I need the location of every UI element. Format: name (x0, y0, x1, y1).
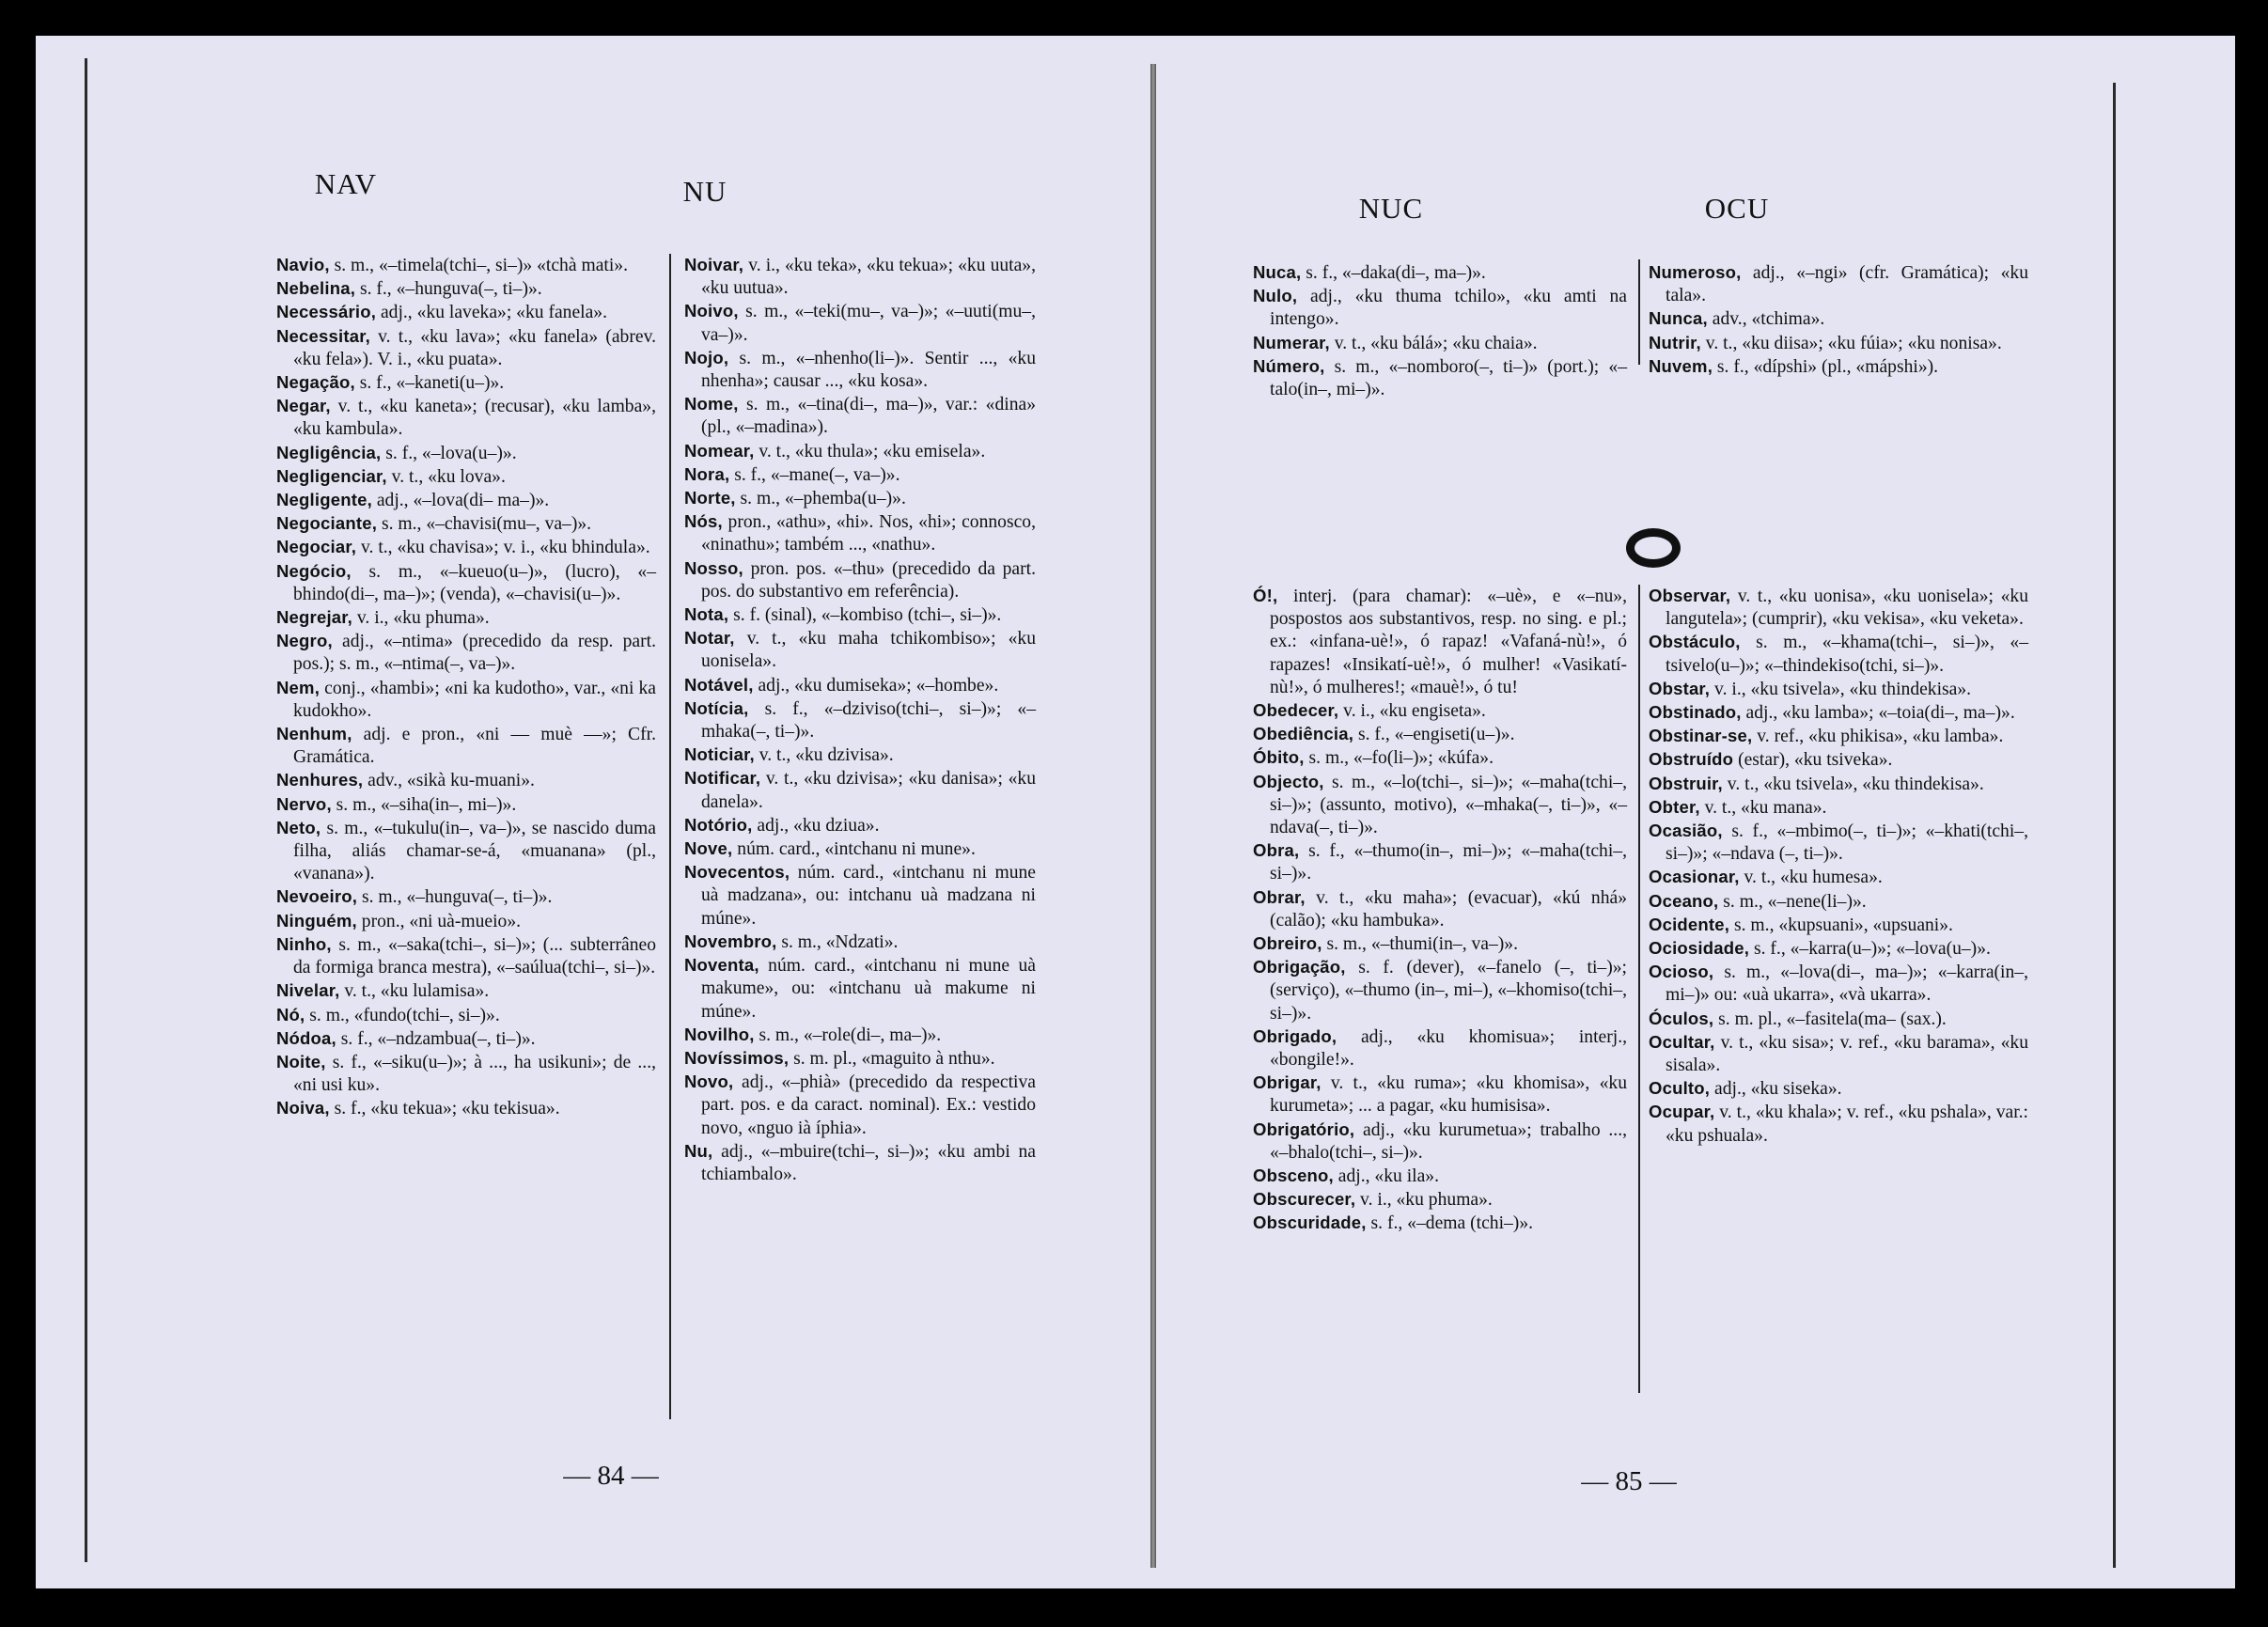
dictionary-entry (684, 931, 1036, 954)
entry-definition: s. m., «–hunguva(–, ti–)». (357, 887, 553, 908)
entry-headword: Necessitar, (276, 325, 370, 346)
entry-definition: s. m., «–nhenho(li–)». Sentir ..., «ku nhenha»; causar ..., «ku kosa». (701, 348, 1036, 392)
entry-definition: v. i., «ku phuma». (352, 608, 490, 629)
dictionary-entry (276, 1004, 656, 1027)
entry-headword: Nervo, (276, 793, 332, 814)
dictionary-entry (276, 677, 656, 723)
entry-definition: (estar), «ku tsiveka». (1733, 750, 1893, 771)
entry-definition: v. t., «ku dzivisa». (754, 745, 894, 766)
entry-headword: Oculto, (1649, 1078, 1711, 1099)
entry-headword: Obstinado, (1649, 702, 1742, 723)
entry-headword: Objecto, (1253, 771, 1324, 791)
entry-headword: Nojo, (684, 347, 729, 368)
entry-definition: s. f., «ku tekua»; «ku tekisua». (329, 1099, 560, 1119)
entry-headword: Nora, (684, 463, 730, 484)
column-right-2-top (1649, 261, 2028, 379)
entry-definition: v. t., «ku maha»; (evacuar), «kú nhá» (calão); «ku hambuka». (1270, 887, 1627, 931)
entry-headword: Obstáculo, (1649, 632, 1741, 652)
entry-headword: Novo, (684, 1072, 734, 1092)
entry-headword: Nivelar, (276, 980, 340, 1001)
dictionary-entry (1253, 261, 1627, 285)
dictionary-entry (1649, 307, 2028, 331)
entry-headword: Novecentos, (684, 862, 790, 883)
entry-headword: Obrigatório, (1253, 1119, 1355, 1139)
entry-definition: interj. (para chamar): «–uè», e «–nu», pospostos aos substantivos, resp. no sing. e pl.; ex.: «infana-uè!», ó rapaz! «Vafaná-nù!», ó rapazes! «Insikatí-uè!», ó mulher! «Vasikatí-nù!», ó mulheres!; «mauè!», ó tu! (1270, 587, 1627, 697)
entry-definition: adj., «–mbuire(tchi–, si–)»; «ku ambi na tchiambalo». (701, 1141, 1036, 1184)
entry-headword: Norte, (684, 488, 736, 508)
dictionary-entry (1649, 914, 2028, 937)
dictionary-entry (684, 1071, 1036, 1140)
dictionary-entry (276, 910, 656, 933)
dictionary-entry (684, 510, 1036, 556)
entry-headword: Nota, (684, 604, 729, 625)
entry-headword: Nuca, (1253, 262, 1302, 282)
dictionary-entry (276, 325, 656, 371)
entry-headword: Nódoa, (276, 1027, 336, 1048)
entry-definition: s. m., «–kueuo(u–)», (lucro), «–bhindo(di–, ma–)»; (venda), «–chavisi(u–)». (293, 561, 656, 604)
running-head-left-2: NU (682, 175, 727, 208)
dictionary-entry (1253, 956, 1627, 1025)
entry-definition: s. m., «kupsuani», «upsuani». (1729, 915, 1953, 935)
dictionary-entry (276, 442, 656, 465)
dictionary-entry (1253, 1212, 1627, 1235)
entry-definition: s. m., «–chavisi(mu–, va–)». (377, 514, 592, 535)
dictionary-entry (684, 697, 1036, 743)
entry-definition: núm. card., «intchanu ni mune uà madzana», ou: intchanu uà madzana ni múne». (701, 863, 1036, 929)
dictionary-entry (1649, 1101, 2028, 1147)
entry-headword: Observar, (1649, 586, 1731, 605)
dictionary-entry (684, 954, 1036, 1024)
dictionary-entry (684, 557, 1036, 603)
dictionary-entry (684, 440, 1036, 463)
dictionary-entry (1253, 932, 1627, 956)
entry-definition: adj., «ku thuma tchilo», «ku amti na intengo». (1270, 287, 1627, 330)
entry-definition: v. i., «ku tsivela», «ku thindekisa». (1710, 679, 1972, 699)
entry-definition: adj., «ku dziua». (752, 815, 880, 836)
entry-headword: Nem, (276, 677, 321, 697)
entry-headword: Obrigar, (1253, 1072, 1322, 1093)
entry-definition: v. t., «ku sisa»; v. ref., «ku barama», «ku sisala». (1666, 1032, 2028, 1076)
dictionary-entry (276, 630, 656, 676)
dictionary-entry (1649, 890, 2028, 914)
entry-definition: pron., «athu», «hi». Nos, «hi»; connosco, «ninathu»; também ..., «nathu». (701, 512, 1036, 555)
entry-headword: Óculos, (1649, 1008, 1714, 1028)
entry-definition: v. t., «ku mana». (1699, 797, 1827, 818)
dictionary-entry (276, 465, 656, 489)
entry-headword: Obstar, (1649, 678, 1711, 698)
entry-headword: Noivo, (684, 301, 739, 321)
dictionary-entry (684, 837, 1036, 861)
entry-headword: Obter, (1649, 796, 1700, 817)
entry-definition: s. m. pl., «–fasitela(ma– (sax.). (1713, 1009, 1947, 1029)
entry-definition: v. t., «ku maha tchikombiso»; «ku uonisela». (701, 629, 1036, 672)
dictionary-entry (276, 769, 656, 792)
entry-headword: Nulo, (1253, 286, 1298, 306)
entry-definition: s. m., «–siha(in–, mi–)». (331, 794, 517, 815)
entry-headword: Numeroso, (1649, 262, 1742, 282)
column-rule-right-top (1638, 259, 1640, 365)
dictionary-entry (1649, 866, 2028, 889)
dictionary-entry (684, 463, 1036, 487)
entry-definition: v. t., «ku uonisa», «ku uonisela»; «ku langutela»; (cumprir), «ku vekisa», «ku veketa». (1666, 587, 2028, 630)
running-head-left: NAV (314, 167, 378, 200)
entry-definition: v. t., «ku lulamisa». (339, 981, 490, 1002)
book-gutter (1150, 64, 1156, 1568)
entry-headword: Ocupar, (1649, 1102, 1715, 1122)
dictionary-entry (1649, 1008, 2028, 1031)
entry-headword: Nó, (276, 1004, 305, 1025)
dictionary-entry (276, 560, 656, 606)
entry-headword: Ocasião, (1649, 821, 1723, 841)
dictionary-entry (276, 817, 656, 886)
entry-definition: s. f., «–karra(u–)»; «–lova(u–)». (1749, 939, 1991, 960)
entry-headword: Ocultar, (1649, 1031, 1715, 1052)
entry-headword: Negação, (276, 372, 355, 393)
dictionary-entry (276, 277, 656, 301)
running-head-right-2: OCU (1704, 192, 1770, 225)
entry-headword: Negrejar, (276, 607, 352, 628)
entry-definition: s. f., «–kaneti(u–)». (354, 373, 505, 394)
dictionary-entry (1649, 961, 2028, 1007)
entry-headword: Notar, (684, 628, 735, 649)
entry-definition: adj., «ku siseka». (1710, 1079, 1842, 1100)
entry-definition: v. i., «ku teka», «ku tekua»; «ku uuta», «ku uutua». (701, 256, 1036, 299)
dictionary-entry (276, 254, 656, 277)
entry-headword: Negligência, (276, 442, 382, 462)
entry-definition: v. t., «ku thula»; «ku emisela». (754, 441, 986, 462)
entry-definition: s. m. pl., «maguito à nthu». (789, 1048, 995, 1069)
entry-headword: Novilho, (684, 1024, 755, 1044)
entry-headword: Nenhures, (276, 770, 364, 790)
entry-headword: Notório, (684, 814, 753, 835)
dictionary-entry (684, 347, 1036, 393)
dictionary-entry (1253, 285, 1627, 331)
dictionary-entry (1253, 839, 1627, 885)
dictionary-entry (1253, 723, 1627, 746)
entry-definition: núm. card., «intchanu ni mune». (732, 839, 976, 860)
entry-headword: Negligenciar, (276, 465, 387, 486)
dictionary-entry (276, 885, 656, 909)
entry-headword: Obreiro, (1253, 933, 1322, 954)
entry-definition: s. f., «–daka(di–, ma–)». (1301, 263, 1486, 283)
entry-headword: Noventa, (684, 955, 759, 976)
entry-definition: v. t., «ku bálá»; «ku chaia». (1329, 333, 1538, 353)
dictionary-entry (1649, 773, 2028, 796)
dictionary-entry (1649, 355, 2028, 379)
entry-headword: Obrigado, (1253, 1025, 1337, 1046)
dictionary-entry (684, 1047, 1036, 1071)
entry-definition: adj., «ku dumiseka»; «–hombe». (753, 675, 999, 696)
dictionary-entry (1253, 1072, 1627, 1118)
dictionary-entry (1253, 699, 1627, 723)
dictionary-entry (1253, 1188, 1627, 1212)
entry-headword: Obra, (1253, 840, 1300, 861)
entry-definition: adj., «–ngi» (cfr. Gramática); «ku tala». (1666, 263, 2028, 306)
entry-definition: adj., «ku kurumetua»; trabalho ..., «–bhalo(tchi–, si–)». (1270, 1119, 1627, 1163)
entry-definition: v. t., «ku lova». (386, 466, 506, 487)
dictionary-entry (1253, 355, 1627, 401)
entry-headword: Obscuridade, (1253, 1212, 1367, 1233)
entry-definition: s. f., «–engiseti(u–)». (1353, 725, 1515, 745)
page-edge-right (2113, 83, 2116, 1568)
entry-headword: Negligente, (276, 490, 372, 510)
entry-headword: Nome, (684, 394, 739, 415)
entry-headword: Noivar, (684, 255, 744, 274)
dictionary-entry (684, 743, 1036, 767)
dictionary-entry (276, 933, 656, 979)
dictionary-entry (1253, 746, 1627, 770)
entry-headword: Neto, (276, 817, 321, 837)
dictionary-entry (1649, 701, 2028, 725)
entry-definition: s. m., «–teki(mu–, va–)»; «–uuti(mu–, va–)». (701, 302, 1036, 345)
entry-definition: s. f., «dípshi» (pl., «mápshi»). (1713, 356, 1939, 377)
entry-headword: Obsceno, (1253, 1165, 1334, 1186)
entry-definition: s. f., «–mbimo(–, ti–)»; «–khati(tchi–, si–)»; «–ndava (–, ti–)». (1666, 821, 2028, 865)
column-right-1-top (1253, 261, 1627, 401)
entry-headword: Negar, (276, 396, 331, 416)
entry-headword: Obedecer, (1253, 700, 1339, 721)
dictionary-entry (1649, 631, 2028, 677)
entry-headword: Obrar, (1253, 886, 1306, 907)
entry-definition: s. m., «fundo(tchi–, si–)». (305, 1005, 500, 1025)
dictionary-entry (684, 674, 1036, 697)
dictionary-entry (684, 1024, 1036, 1047)
entry-definition: s. f., «–siku(u–)»; à ..., ha usikuni»; de ..., «ni usi ku». (293, 1052, 656, 1096)
entry-definition: adj. e pron., «ni — muè —»; Cfr. Gramática. (293, 725, 656, 768)
entry-definition: s. m., «–lova(di–, ma–)»; «–karra(in–, mi–)» ou: «uà ukarra», «và ukarra». (1666, 962, 2028, 1006)
entry-definition: s. m., «Ndzati». (776, 931, 899, 952)
entry-definition: s. m., «–phemba(u–)». (735, 489, 906, 509)
entry-headword: Obediência, (1253, 724, 1354, 744)
entry-headword: Necessário, (276, 302, 377, 322)
entry-headword: Nosso, (684, 557, 743, 578)
entry-headword: Nebelina, (276, 278, 356, 299)
entry-headword: Óbito, (1253, 747, 1305, 768)
dictionary-entry (276, 371, 656, 395)
entry-headword: Noite, (276, 1051, 326, 1072)
dictionary-entry (684, 1140, 1036, 1186)
dictionary-entry (276, 723, 656, 769)
entry-definition: s. f., «–dziviso(tchi–, si–)»; «–mhaka(–, ti–)». (701, 698, 1036, 743)
entry-definition: s. f., «–hunguva(–, ti–)». (355, 279, 542, 300)
entry-headword: Negro, (276, 631, 333, 651)
entry-definition: s. f. (sinal), «–kombiso (tchi–, si–)». (728, 605, 1002, 626)
entry-headword: Nu, (684, 1140, 713, 1161)
dictionary-entry (276, 979, 656, 1003)
entry-definition: s. m., «–timela(tchi–, si–)» «tchà mati». (329, 256, 628, 275)
entry-definition: v. i., «ku engiseta». (1338, 701, 1486, 722)
entry-headword: Nevoeiro, (276, 886, 358, 907)
dictionary-entry (276, 1027, 656, 1051)
dictionary-entry (684, 254, 1036, 300)
entry-definition: v. t., «ku dzivisa»; «ku danisa»; «ku danela». (701, 769, 1036, 812)
dictionary-entry (1649, 1031, 2028, 1077)
dictionary-entry (1649, 261, 2028, 307)
entry-definition: pron. pos. «–thu» (precedido da part. pos. do substantivo em referência). (701, 558, 1036, 602)
entry-definition: v. t., «ku tsivela», «ku thindekisa». (1722, 774, 1984, 794)
entry-headword: Nós, (684, 511, 723, 532)
entry-headword: Navio, (276, 255, 330, 274)
column-left-2 (684, 254, 1036, 1186)
dictionary-entry (684, 393, 1036, 439)
dictionary-entry (684, 814, 1036, 837)
entry-definition: s. m., «–saka(tchi–, si–)»; (... subterrâneo da formiga branca mestra), «–saúlua(tchi–, si–)». (293, 934, 656, 978)
entry-headword: Notável, (684, 674, 754, 695)
entry-headword: Negócio, (276, 560, 352, 581)
page-edge-left (85, 58, 87, 1562)
entry-headword: Nuvem, (1649, 355, 1713, 376)
entry-definition: adj., «–ntima» (precedido da resp. part. pos.); s. m., «–ntima(–, va–)». (293, 632, 656, 675)
entry-headword: Ninguém, (276, 910, 357, 931)
column-right-1 (1253, 585, 1627, 1236)
entry-definition: s. f., «–lova(u–)». (381, 443, 517, 463)
dictionary-entry (684, 603, 1036, 627)
entry-headword: Negociar, (276, 537, 357, 557)
dictionary-entry (1649, 796, 2028, 820)
entry-definition: s. m., «–role(di–, ma–)». (754, 1025, 942, 1045)
entry-headword: Obscurecer, (1253, 1189, 1356, 1210)
page-number-85: — 85 — (1581, 1466, 1677, 1496)
entry-definition: v. t., «ku kaneta»; (recusar), «ku lamba», «ku kambula». (293, 397, 656, 440)
page-number-84: — 84 — (563, 1461, 659, 1491)
dictionary-entry (1253, 332, 1627, 355)
entry-headword: Ocasionar, (1649, 867, 1740, 887)
entry-definition: s. m., «–nomboro(–, ti–)» (port.); «–talo(in–, mi–)». (1270, 356, 1627, 400)
dictionary-entry (684, 300, 1036, 346)
entry-headword: Ocidente, (1649, 914, 1730, 934)
entry-headword: Obstruir, (1649, 773, 1723, 793)
entry-headword: Nunca, (1649, 308, 1708, 329)
entry-definition: adj., «ku lamba»; «–toia(di–, ma–)». (1741, 703, 2015, 724)
dictionary-entry (1253, 771, 1627, 840)
dictionary-entry (1649, 937, 2028, 961)
entry-headword: Novíssimos, (684, 1047, 790, 1068)
entry-definition: s. m., «–fo(li–)»; «kúfa». (1304, 748, 1494, 769)
dictionary-entry (1649, 725, 2028, 748)
dictionary-entry (276, 1097, 656, 1120)
dictionary-entry (276, 395, 656, 441)
entry-definition: s. f., «–dema (tchi–)». (1366, 1213, 1534, 1234)
entry-headword: Oceano, (1649, 890, 1719, 911)
entry-headword: Notificar, (684, 768, 761, 789)
dictionary-entry (276, 512, 656, 536)
section-letter-o (1624, 527, 1682, 569)
entry-headword: Obstinar-se, (1649, 726, 1753, 746)
entry-headword: Ociosidade, (1649, 938, 1750, 959)
dictionary-entry (1253, 1165, 1627, 1188)
entry-definition: v. t., «ku chavisa»; v. i., «ku bhindula». (356, 538, 650, 558)
entry-headword: Ocioso, (1649, 962, 1714, 982)
entry-headword: Ó!, (1253, 586, 1278, 605)
dictionary-entry (276, 489, 656, 512)
entry-headword: Numerar, (1253, 332, 1330, 352)
entry-definition: adj., «ku laveka»; «ku fanela». (376, 303, 608, 323)
dictionary-entry (276, 793, 656, 817)
entry-definition: pron., «ni uà-mueio». (356, 911, 522, 931)
dictionary-entry (684, 861, 1036, 931)
entry-definition: v. t., «ku ruma»; «ku khomisa», «ku kurumeta»; ... a pagar, «ku humisisa». (1270, 1073, 1627, 1117)
entry-headword: Nove, (684, 838, 733, 859)
entry-definition: s. m., «–thumi(in–, va–)». (1322, 934, 1519, 955)
dictionary-entry (1649, 820, 2028, 866)
dictionary-entry (276, 301, 656, 324)
entry-definition: núm. card., «intchanu ni mune uà makume», ou: «intchanu uà makume ni múne». (701, 956, 1036, 1022)
entry-definition: v. t., «ku khala»; v. ref., «ku pshala», var.: «ku pshuala». (1666, 1103, 2028, 1146)
entry-definition: s. m., «–khama(tchi–, si–)», «–tsivelo(u–)»; «–thindekiso(tchi, si–)». (1666, 633, 2028, 676)
entry-definition: adj., «ku ila». (1333, 1166, 1440, 1187)
entry-definition: adj., «ku khomisua»; interj., «bongile!». (1270, 1026, 1627, 1071)
entry-definition: s. m., «–tina(di–, ma–)», var.: «dina» (pl., «–madina»). (701, 395, 1036, 438)
entry-definition: conj., «hambi»; «ni ka kudotho», var., «ni ka kudokho». (293, 678, 656, 721)
entry-definition: adj., «–phià» (precedido da respectiva part. pos. e da caract. nominal). Ex.: vestido novo, «nguo ià íphia». (701, 1072, 1036, 1138)
scanned-spread (36, 36, 2235, 1588)
entry-headword: Nutrir, (1649, 332, 1701, 352)
dictionary-entry (276, 1051, 656, 1097)
dictionary-entry (1649, 332, 2028, 355)
dictionary-entry (1253, 1025, 1627, 1072)
entry-headword: Noiva, (276, 1098, 330, 1119)
dictionary-entry (1253, 1119, 1627, 1165)
column-right-2 (1649, 585, 2028, 1148)
entry-headword: Nomear, (684, 440, 755, 461)
entry-definition: v. t., «ku lava»; «ku fanela» (abrev. «ku fela»). V. i., «ku puata». (293, 326, 656, 369)
dictionary-entry (684, 767, 1036, 813)
entry-headword: Noticiar, (684, 744, 755, 765)
dictionary-entry (1253, 886, 1627, 932)
entry-definition: s. f. (dever), «–fanelo (–, ti–)»; (serviço), «–thumo (in–, mi–), «–khomiso(tchi–, si–)». (1270, 958, 1627, 1024)
dictionary-entry (1649, 585, 2028, 631)
dictionary-entry (276, 606, 656, 630)
entry-headword: Negociante, (276, 513, 378, 534)
entry-definition: v. t., «ku diisa»; «ku fúia»; «ku nonisa». (1700, 333, 2002, 353)
entry-definition: s. f., «–thumo(in–, mi–)»; «–maha(tchi–, si–)». (1270, 841, 1627, 884)
dictionary-entry (1649, 678, 2028, 701)
entry-definition: adj., «–lova(di– ma–)». (371, 491, 550, 511)
entry-headword: Obstruído (1649, 749, 1734, 770)
dictionary-entry (276, 536, 656, 559)
entry-definition: s. m., «–tukulu(in–, va–)», se nascido duma filha, aliás chamar-se-á, «muanana» (pl., «vanana»). (293, 818, 656, 884)
running-head-right: NUC (1358, 192, 1424, 225)
entry-headword: Notícia, (684, 697, 749, 718)
entry-headword: Nenhum, (276, 724, 352, 744)
dictionary-entry (1649, 1077, 2028, 1101)
dictionary-entry (684, 487, 1036, 510)
column-left-1 (276, 254, 656, 1121)
entry-headword: Obrigação, (1253, 957, 1346, 978)
dictionary-entry (684, 627, 1036, 673)
entry-headword: Número, (1253, 355, 1325, 376)
entry-definition: v. ref., «ku phikisa», «ku lamba». (1752, 727, 2004, 747)
entry-definition: s. f., «–ndzambua(–, ti–)». (336, 1028, 536, 1049)
entry-definition: s. m., «–lo(tchi–, si–)»; «–maha(tchi–, si–)»; (assunto, motivo), «–mhaka(–, ti–)», «–ndava(–, ti–)». (1270, 772, 1627, 838)
entry-headword: Ninho, (276, 933, 332, 954)
entry-headword: Novembro, (684, 931, 777, 951)
entry-definition: s. m., «–nene(li–)». (1718, 891, 1867, 912)
column-rule-right (1638, 585, 1640, 1393)
entry-definition: s. f., «–mane(–, va–)». (729, 464, 900, 485)
dictionary-entry (1649, 748, 2028, 772)
column-rule-left (669, 254, 671, 1419)
entry-definition: v. t., «ku humesa». (1739, 868, 1883, 888)
entry-definition: v. i., «ku phuma». (1355, 1190, 1493, 1211)
entry-definition: adv., «tchima». (1707, 309, 1825, 330)
dictionary-entry (1253, 585, 1627, 699)
entry-definition: adv., «sikà ku-muani». (363, 771, 535, 791)
